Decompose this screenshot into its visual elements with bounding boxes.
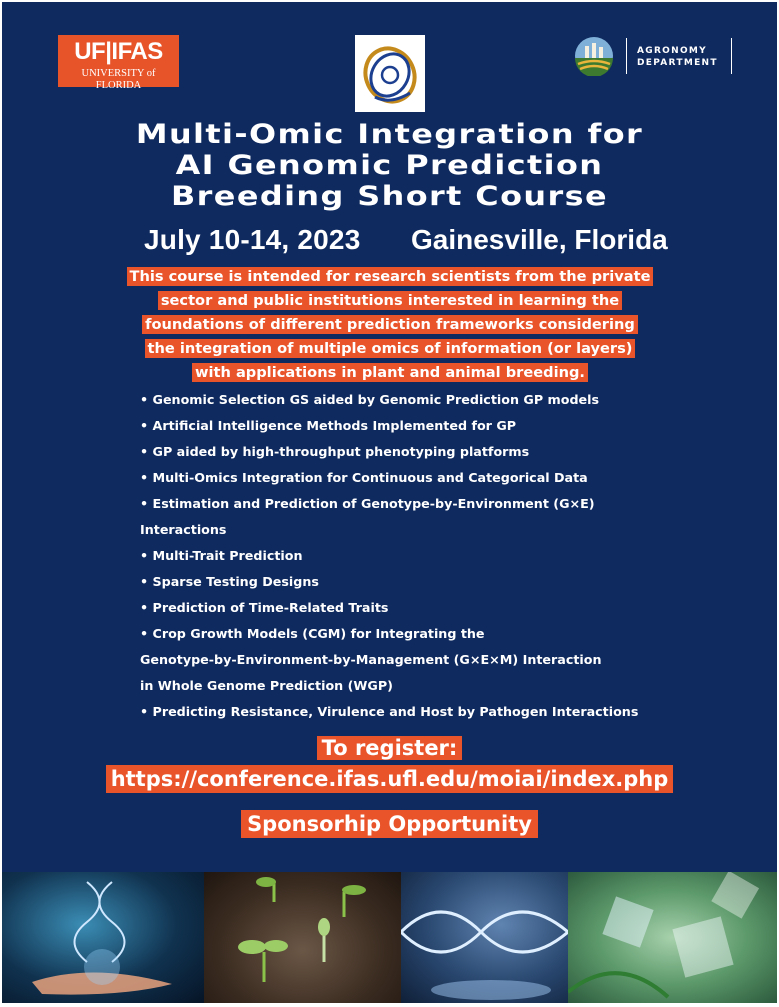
description-line-text: the integration of multiple omics of information (or layers) — [145, 339, 636, 358]
dna-strand-icon — [401, 872, 568, 1003]
plant-crystal-image — [568, 872, 777, 1003]
course-title-line-3: Breeding Short Course — [170, 181, 609, 212]
topic-item: • Artificial Intelligence Methods Implemented for GP — [140, 418, 517, 433]
dna-helix-icon — [2, 872, 204, 1003]
topic-item: • Crop Growth Models (CGM) for Integrating the — [140, 626, 485, 641]
course-emblem-logo — [355, 35, 425, 112]
topic-item-continuation: Genotype-by-Environment-by-Management (G×E×M) Interaction — [140, 652, 602, 667]
description-line-text: foundations of different prediction frameworks considering — [142, 315, 638, 334]
uf-ifas-logo-text: UF|IFAS — [74, 38, 163, 65]
register-heading — [2, 734, 777, 763]
description-line-text: This course is intended for research scientists from the private — [127, 267, 654, 286]
seedlings-soil-image — [204, 872, 401, 1003]
topic-item: • Sparse Testing Designs — [140, 574, 319, 589]
description-line — [92, 290, 688, 314]
topic-item: • Predicting Resistance, Virulence and Host by Pathogen Interactions — [140, 704, 639, 719]
topic-item: • GP aided by high-throughput phenotyping platforms — [140, 444, 530, 459]
uf-ifas-logo — [58, 35, 179, 91]
topic-item: • Prediction of Time-Related Traits — [140, 600, 389, 615]
dna-hand-image — [2, 872, 204, 1003]
topic-item-continuation: Interactions — [140, 522, 227, 537]
photo-strip — [2, 872, 777, 1003]
topic-item-continuation: in Whole Genome Prediction (WGP) — [140, 678, 393, 693]
sponsorship-row — [2, 810, 777, 839]
course-location: Gainesville, Florida — [411, 224, 668, 255]
register-label: To register: — [317, 736, 463, 760]
topic-item: • Genomic Selection GS aided by Genomic Prediction GP models — [140, 392, 600, 407]
description-line-text: with applications in plant and animal breeding. — [192, 363, 588, 382]
description-line — [92, 362, 688, 386]
dna-strand-image — [401, 872, 568, 1003]
course-title-line-1: Multi-Omic Integration for — [135, 119, 644, 150]
course-date: July 10-14, 2023 — [144, 224, 361, 255]
course-description — [92, 266, 688, 386]
sponsorship-label: Sponsorhip Opportunity — [241, 810, 538, 838]
crystal-leaves-icon — [568, 872, 777, 1003]
agronomy-logo-line1: AGRONOMY — [637, 46, 707, 56]
description-line — [92, 266, 688, 290]
course-title-line-2: AI Genomic Prediction — [175, 150, 604, 181]
description-line-text: sector and public institutions interested in learning the — [158, 291, 622, 310]
register-link-row — [2, 765, 777, 794]
agronomy-logo-end-bar — [731, 38, 732, 74]
uf-logo-subtitle: UNIVERSITY of FLORIDA — [81, 68, 156, 91]
description-line — [92, 314, 688, 338]
topic-item: • Multi-Trait Prediction — [140, 548, 303, 563]
agronomy-department-logo — [574, 36, 734, 76]
seedling-icon — [204, 872, 401, 1003]
agronomy-logo-line2: DEPARTMENT — [637, 58, 718, 68]
description-line — [92, 338, 688, 362]
agronomy-logo-divider — [626, 38, 627, 74]
emblem-icon — [355, 35, 425, 112]
agronomy-emblem-icon — [574, 36, 614, 76]
topic-item: • Multi-Omics Integration for Continuous and Categorical Data — [140, 470, 588, 485]
course-topics-list — [140, 389, 760, 727]
register-link[interactable]: https://conference.ifas.ufl.edu/moiai/index.php — [106, 765, 674, 793]
topic-item: • Estimation and Prediction of Genotype-by-Environment (G×E) — [140, 496, 595, 511]
course-poster — [2, 2, 777, 1003]
